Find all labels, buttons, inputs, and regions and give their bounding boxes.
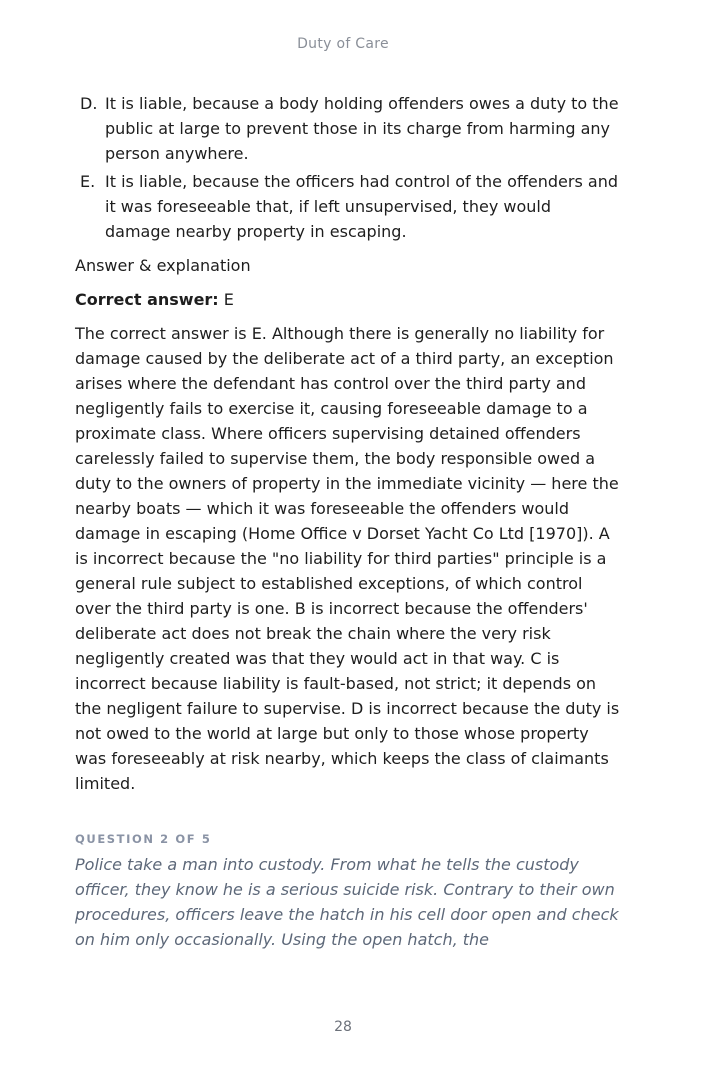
option-e xyxy=(75,169,620,244)
correct-answer-value: E xyxy=(223,290,234,309)
option-letter: E. xyxy=(80,172,96,191)
option-text: It is liable, because a body holding offenders owes a duty to the public at large to prevent those in its charge from harming any person anywhere. xyxy=(105,94,619,163)
option-d xyxy=(75,91,620,166)
correct-answer-line xyxy=(75,287,620,312)
correct-answer-label: Correct answer: xyxy=(75,290,219,309)
option-letter: D. xyxy=(80,94,98,113)
question-counter: QUESTION 2 OF 5 xyxy=(75,832,212,846)
answer-heading: Answer & explanation xyxy=(75,256,251,275)
running-title: Duty of Care xyxy=(297,36,389,52)
page-number: 28 xyxy=(334,1019,352,1035)
answer-options xyxy=(75,91,620,244)
option-text: It is liable, because the officers had control of the offenders and it was foreseeable that, if left unsupervised, they would damage nearby property in escaping. xyxy=(105,172,618,241)
question-stem: Police take a man into custody. From what he tells the custody officer, they know he is a serious suicide risk. Contrary to their own procedures, officers leave the hatch in his cell door open and check on him only occasionally. Using the open hatch, the xyxy=(75,855,619,949)
page-content xyxy=(75,91,620,952)
answer-explanation: The correct answer is E. Although there is generally no liability for damage caused by the deliberate act of a third party, an exception arises where the defendant has control over the third party and negligently fails to exercise it, causing foreseeable damage to a proximate class. Where officers supervising detained offenders carelessly failed to supervise them, the body responsible owed a duty to the owners of property in the immediate vicinity — here the nearby boats — which it was foreseeable the offenders would damage in escaping (Home Office v Dorset Yacht Co Ltd [1970]). A is incorrect because the "no liability for third parties" principle is a general rule subject to established exceptions, of which control over the third party is one. B is incorrect because the offenders' deliberate act does not break the chain where the very risk negligently created was that they would act in that way. C is incorrect because liability is fault-based, not strict; it depends on the negligent failure to supervise. D is incorrect because the duty is not owed to the world at large but only to those whose property was foreseeably at risk nearby, which keeps the class of claimants limited. xyxy=(75,324,620,793)
